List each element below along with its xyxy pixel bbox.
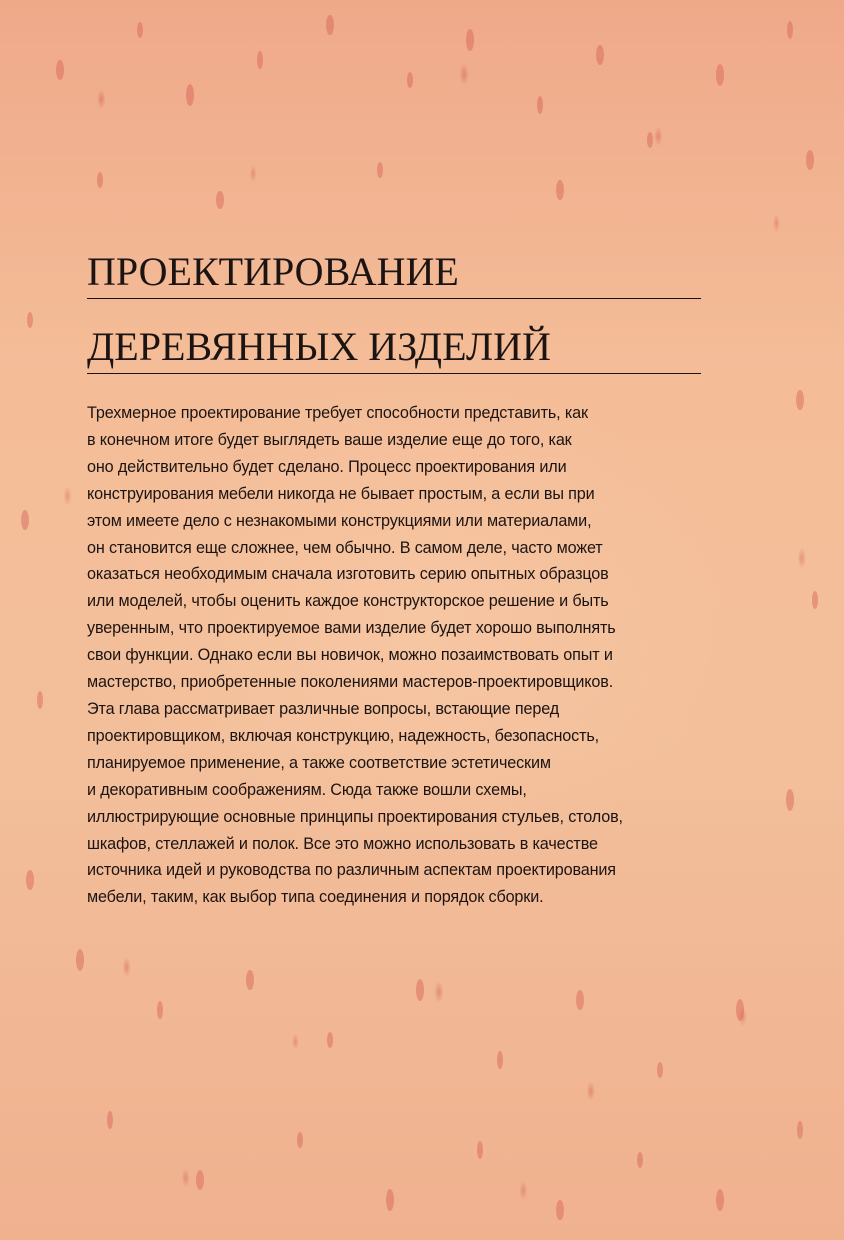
body-line: Эта глава рассматривает различные вопросы, встающие перед <box>87 699 560 718</box>
body-line: Трехмерное проектирование требует способности представить, как <box>87 404 588 422</box>
body-line: конструирования мебели никогда не бывает простым, а если вы при <box>87 484 595 503</box>
body-line: оно действительно будет сделано. Процесс проектирования или <box>87 457 567 476</box>
body-line: мебели, таким, как выбор типа соединения и порядок сборки. <box>87 888 544 907</box>
body-line: он становится еще сложнее, чем обычно. В самом деле, часто может <box>87 538 603 557</box>
body-line: источника идей и руководства по различным аспектам проектирования <box>87 861 616 880</box>
body-line: в конечном итоге будет выглядеть ваше изделие еще до того, как <box>87 430 572 449</box>
body-line: шкафов, стеллажей и полок. Все это можно использовать в качестве <box>87 834 598 853</box>
body-line: проектировщиком, включая конструкцию, надежность, безопасность, <box>87 726 599 745</box>
body-line: или моделей, чтобы оценить каждое конструкторское решение и быть <box>87 592 609 611</box>
body-line: уверенным, что проектируемое вами изделие будет хорошо выполнять <box>87 619 616 638</box>
body-line: свои функции. Однако если вы новичок, можно позаимствовать опыт и <box>87 646 613 665</box>
body-line: оказаться необходимым сначала изготовить серию опытных образцов <box>87 565 609 584</box>
body-line: иллюстрирующие основные принципы проектирования стульев, столов, <box>87 807 623 826</box>
body-line: мастерство, приобретенные поколениями мастеров-проектировщиков. <box>87 673 614 692</box>
page-title-line-2: ДЕРЕВЯННЫХ ИЗДЕЛИЙ <box>87 315 701 374</box>
body-line: и декоративным соображениям. Сюда также вошли схемы, <box>87 780 527 799</box>
body-line: планируемое применение, а также соответствие эстетическим <box>87 753 551 772</box>
page-title-line-1: ПРОЕКТИРОВАНИЕ <box>87 240 701 299</box>
body-paragraph <box>87 400 701 911</box>
body-line: этом имеете дело с незнакомыми конструкциями или материалами, <box>87 511 592 530</box>
text-block <box>87 240 701 911</box>
